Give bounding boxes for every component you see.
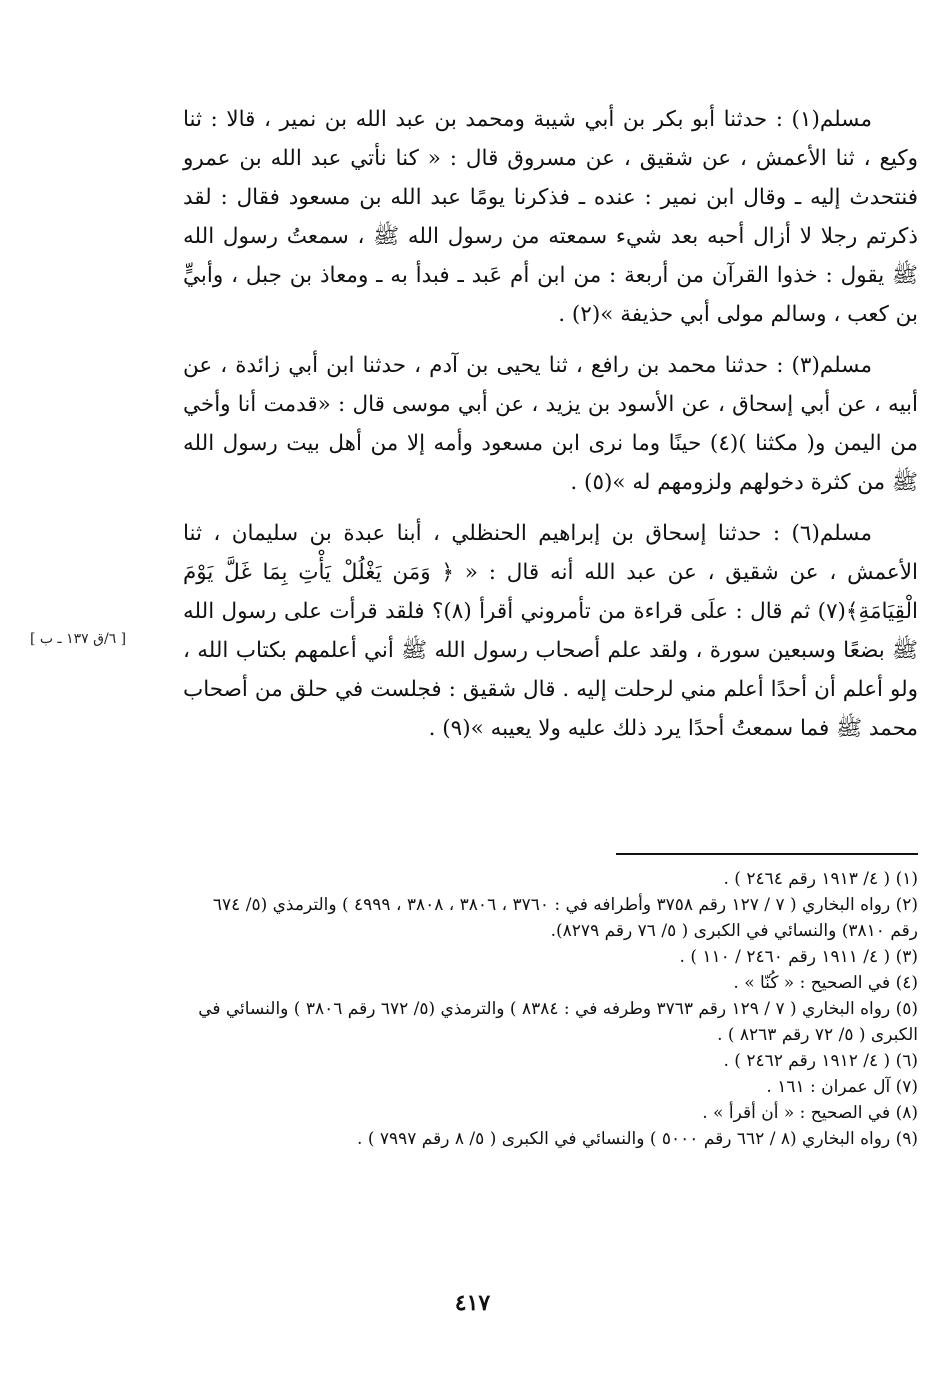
footnote: (٤) في الصحيح : « كُنّا » . bbox=[733, 973, 918, 993]
footnote: (٦) ( ٤/ ١٩١٢ رقم ٢٤٦٢ ) . bbox=[723, 1051, 918, 1071]
footnotes bbox=[183, 866, 918, 1152]
hadith-paragraph: مسلم(٣) : حدثنا محمد بن رافع ، ثنا يحيى بن آدم ، حدثنا ابن أبي زائدة ، عن أبيه ، عن أبي إسحاق ، عن الأسود بن يزيد ، عن أبي موسى قال : «قدمت أنا وأخي من اليمن و( مكثنا )(٤) حينًا وما نرى ابن مسعود وأمه إلا من أهل بيت رسول الله ﷺ من كثرة دخولهم ولزومهم له »(٥) . bbox=[183, 353, 918, 495]
manuscript-folio-note: [ ٦/ق ١٣٧ ـ ب ] bbox=[30, 631, 127, 647]
hadith-paragraph: مسلم(١) : حدثنا أبو بكر بن أبي شيبة ومحمد بن عبد الله بن نمير ، قالا : ثنا وكيع ، ثنا الأعمش ، عن شقيق ، عن مسروق قال : « كنا نأتي عبد الله بن عمرو فنتحدث إليه ـ وقال ابن نمير : عنده ـ فذكرنا يومًا عبد الله بن مسعود فقال : لقد ذكرتم رجلا لا أزال أحبه بعد شيء سمعته من رسول الله ﷺ ، سمعتُ رسول الله ﷺ يقول : خذوا القرآن من أربعة : من ابن أم عَبد ـ فبدأ به ـ ومعاذ بن جبل ، وأبيٍّ بن كعب ، وسالم مولى أبي حذيفة »(٢) . bbox=[183, 107, 918, 327]
footnote: (٥) رواه البخاري ( ٧ / ١٢٩ رقم ٣٧٦٣ وطرفه في : ٨٣٨٤ ) والترمذي (٥/ ٦٧٢ رقم ٣٨٠٦ ) والنسائي في الكبرى ( ٥/ ٧٢ رقم ٨٢٦٣ ) . bbox=[198, 999, 918, 1045]
footnote: (١) ( ٤/ ١٩١٣ رقم ٢٤٦٤ ) . bbox=[723, 869, 918, 889]
footnote: (٩) رواه البخاري (٨ / ٦٦٢ رقم ٥٠٠٠ ) والنسائي في الكبرى ( ٥/ ٨ رقم ٧٩٩٧ ) . bbox=[357, 1129, 918, 1149]
hadith-paragraph: مسلم(٦) : حدثنا إسحاق بن إبراهيم الحنظلي ، أبنا عبدة بن سليمان ، ثنا الأعمش ، عن شقيق ، عن عبد الله أنه قال : « ﴿ وَمَن يَغْلُلْ يَأْتِ بِمَا غَلَّ يَوْمَ الْقِيَامَةِ﴾(٧) ثم قال : علَى قراءة من تأمروني أقرأ (٨)؟ فلقد قرأت على رسول الله ﷺ بضعًا وسبعين سورة ، ولقد علم أصحاب رسول الله ﷺ أني أعلمهم بكتاب الله ، ولو أعلم أن أحدًا أعلم مني لرحلت إليه . قال شقيق : فجلست في حلق من أصحاب محمد ﷺ فما سمعتُ أحدًا يرد ذلك عليه ولا يعيبه »(٩) . bbox=[183, 521, 918, 741]
footnote: (٨) في الصحيح : « أن أقرأ » . bbox=[702, 1103, 918, 1123]
footnote-separator bbox=[616, 853, 918, 855]
page-number: ٤١٧ bbox=[454, 1290, 491, 1316]
footnote: (٧) آل عمران : ١٦١ . bbox=[766, 1077, 918, 1097]
footnote: (٢) رواه البخاري ( ٧ / ١٢٧ رقم ٣٧٥٨ وأطرافه في : ٣٧٦٠ ، ٣٨٠٦ ، ٣٨٠٨ ، ٤٩٩٩ ) والترمذي (٥/ ٦٧٤ رقم ٣٨١٠) والنسائي في الكبرى ( ٥/ ٧٦ رقم ٨٢٧٩). bbox=[212, 895, 918, 941]
main-text bbox=[183, 100, 918, 760]
footnote: (٣) ( ٤/ ١٩١١ رقم ٢٤٦٠ / ١١٠ ) . bbox=[679, 947, 918, 967]
